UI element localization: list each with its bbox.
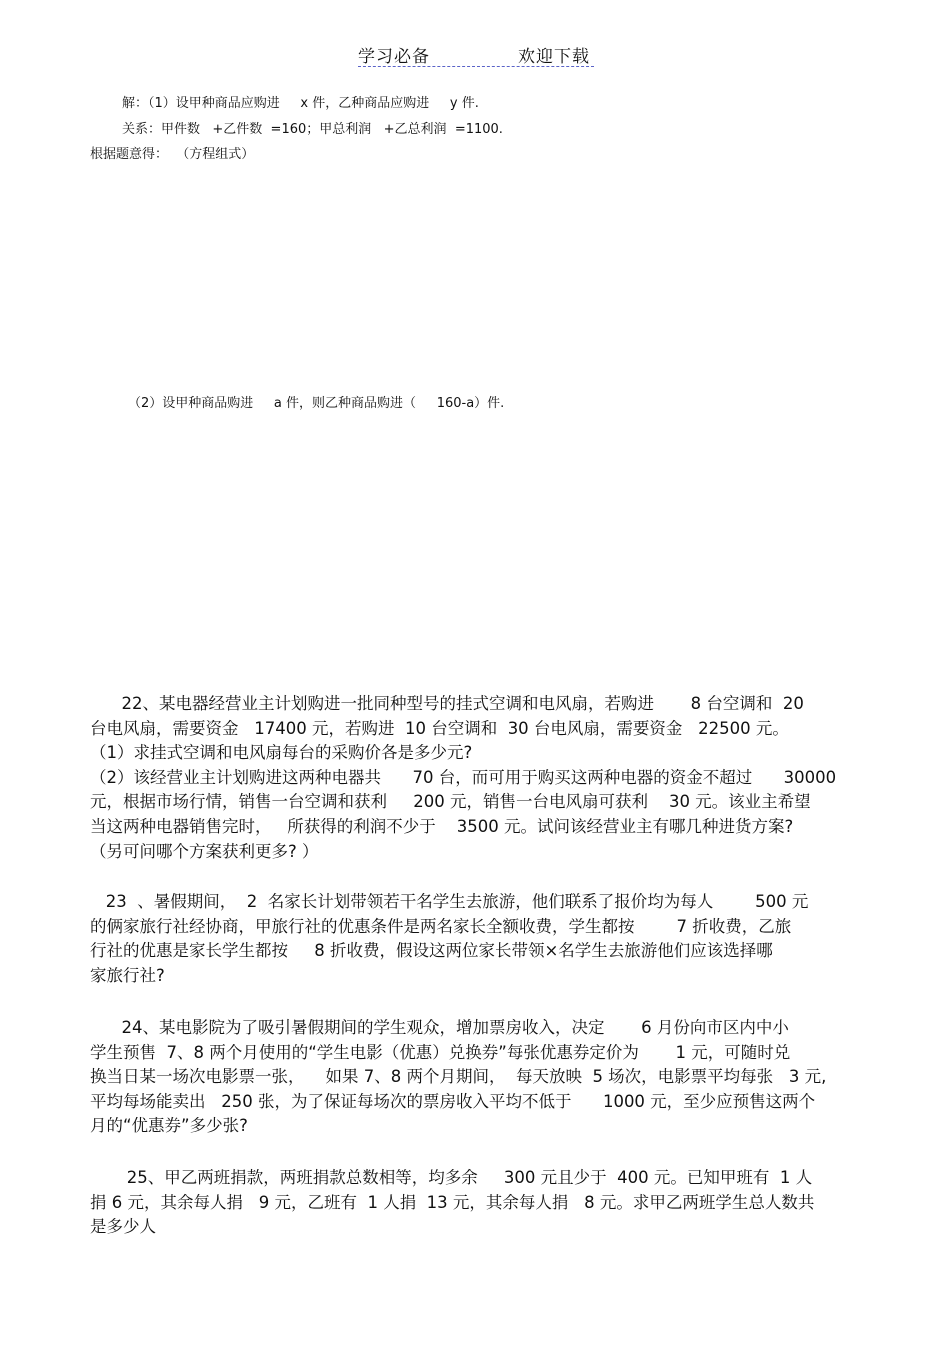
question-25-line: 是多少人 <box>90 1217 156 1237</box>
solution-line-4: （2）设甲种商品购进 a 件，则乙种商品购进（ 160-a）件. <box>128 396 505 411</box>
question-22-line: 当这两种电器销售完时， 所获得的利润不少于 3500 元。试问该经营业主有哪几种进货方案? <box>90 816 794 836</box>
question-24-line: 24、某电影院为了吸引暑假期间的学生观众，增加票房收入，决定 6 月份向市区内中小 <box>90 1018 789 1037</box>
question-23-line: 家旅行社? <box>90 965 165 985</box>
solution-line-3: 根据题意得： （方程组式） <box>90 147 255 162</box>
question-22-line: 台电风扇，需要资金 17400 元，若购进 10 台空调和 30 台电风扇，需要资金 22500 元。 <box>90 718 789 738</box>
question-23-line: 23 、暑假期间， 2 名家长计划带领若干名学生去旅游，他们联系了报价均为每人 500 元 <box>90 892 809 911</box>
question-22-line: 22、某电器经营业主计划购进一批同种型号的挂式空调和电风扇，若购进 8 台空调和 20 <box>90 694 804 713</box>
question-22-line: （2）该经营业主计划购进这两种电器共 70 台，而可用于购买这两种电器的资金不超过 30000 <box>90 767 837 787</box>
question-25-line: 捐 6 元，其余每人捐 9 元，乙班有 1 人捐 13 元，其余每人捐 8 元。求甲乙两班学生总人数共 <box>90 1192 815 1212</box>
question-24-line: 换当日某一场次电影票一张， 如果 7、8 两个月期间， 每天放映 5 场次，电影票平均每张 3 元, <box>90 1067 827 1087</box>
header-right-text: 欢迎下载 <box>518 47 590 67</box>
question-22-line: （另可问哪个方案获利更多? ） <box>90 841 319 861</box>
question-22-line: 元，根据市场行情，销售一台空调和获利 200 元，销售一台电风扇可获利 30 元。该业主希望 <box>90 792 811 812</box>
question-23 <box>90 890 865 988</box>
question-24 <box>90 1016 865 1139</box>
question-25-line: 25、甲乙两班捐款，两班捐款总数相等，均多余 300 元且少于 400 元。已知甲班有 1 人 <box>90 1168 813 1187</box>
question-22 <box>90 692 865 864</box>
header-left-text: 学习必备 <box>358 47 430 67</box>
question-24-line: 学生预售 7、8 两个月使用的“学生电影（优惠）兑换券”每张优惠券定价为 1 元，可随时兑 <box>90 1042 791 1062</box>
question-23-line: 的俩家旅行社经协商，甲旅行社的优惠条件是两名家长全额收费，学生都按 7 折收费，乙旅 <box>90 916 792 936</box>
page-header <box>358 40 594 67</box>
solution-line-1: 解：（1）设甲种商品应购进 x 件，乙种商品应购进 y 件. <box>122 96 479 111</box>
question-22-line: （1）求挂式空调和电风扇每台的采购价各是多少元? <box>90 743 473 763</box>
solution-line-2: 关系：甲件数 +乙件数 =160；甲总利润 +乙总利润 =1100. <box>122 122 503 137</box>
question-24-line: 月的“优惠券”多少张? <box>90 1116 248 1136</box>
question-23-line: 行社的优惠是家长学生都按 8 折收费，假设这两位家长带领×名学生去旅游他们应该选择哪 <box>90 941 773 961</box>
question-25 <box>90 1166 865 1240</box>
question-24-line: 平均每场能卖出 250 张，为了保证每场次的票房收入平均不低于 1000 元，至少应预售这两个 <box>90 1091 816 1111</box>
